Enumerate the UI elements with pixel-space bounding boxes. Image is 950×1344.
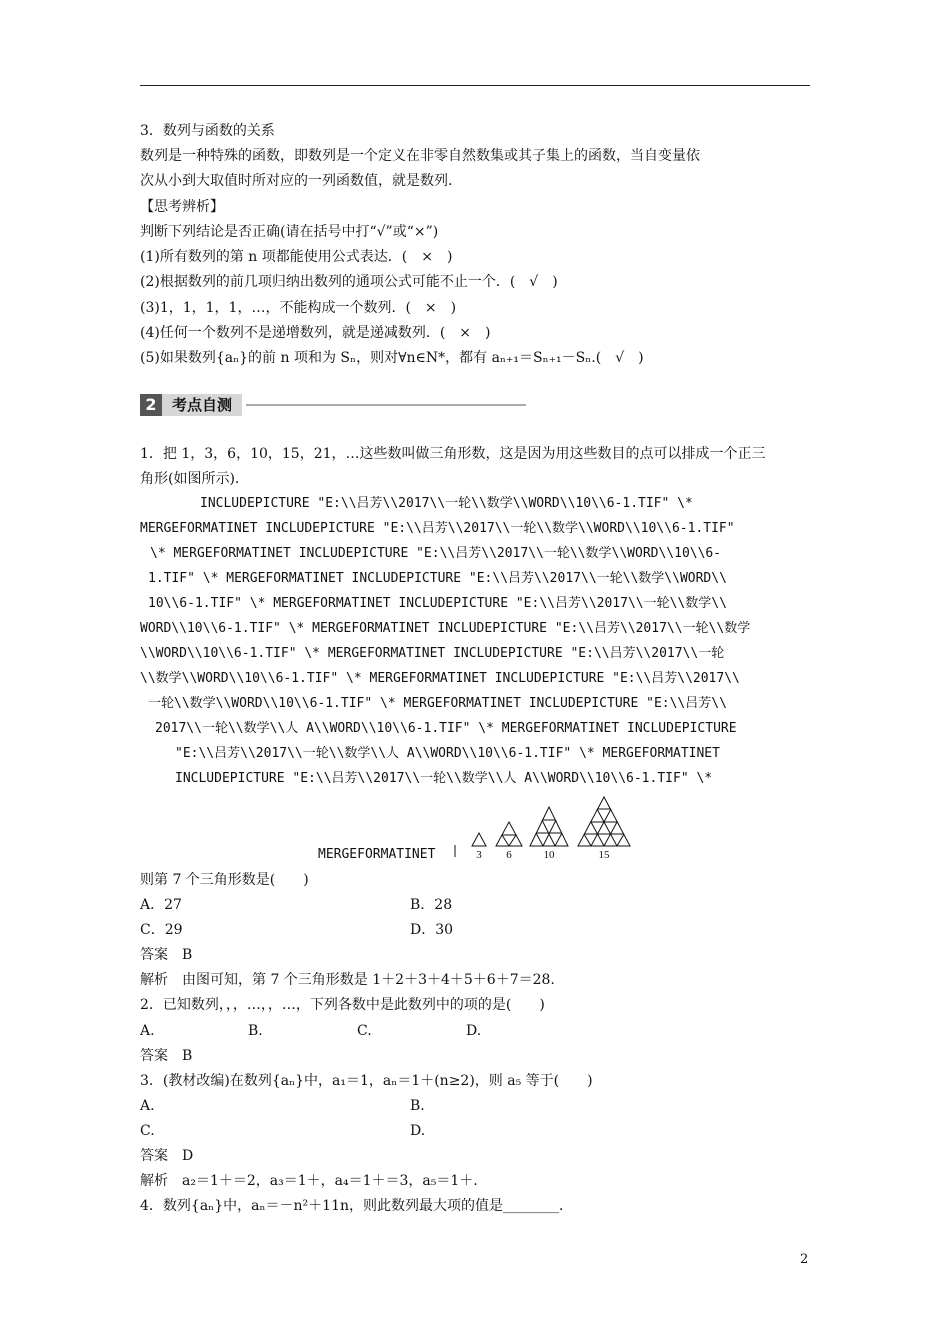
banner-rule (246, 404, 526, 406)
field-code-line: INCLUDEPICTURE "E:\\吕芳\\2017\\一轮\\数学\\WORD\\10\\6-1.TIF" \* (200, 496, 693, 511)
option-b: B. (248, 1023, 263, 1039)
section-heading: 3．数列与函数的关系 (140, 123, 275, 139)
question-1-line: 角形(如图所示)． (140, 471, 249, 487)
section-banner (140, 394, 526, 416)
figure-label: 15 (598, 849, 610, 861)
header-rule (140, 85, 810, 86)
question-1-line: 1．把 1，3，6，10，15，21，…这些数叫做三角形数，这是因为用这些数目的点可以排成一个正三 (140, 446, 766, 462)
field-code-line: MERGEFORMATINET INCLUDEPICTURE "E:\\吕芳\\2017\\一轮\\数学\\WORD\\10\\6-1.TIF" (140, 521, 735, 536)
thinking-intro: 判断下列结论是否正确(请在括号中打“√”或“×”) (140, 224, 439, 240)
question-4-stem: 4．数列{aₙ}中，aₙ＝－n²＋11n，则此数列最大项的值是________． (140, 1198, 573, 1214)
thinking-item: (3)1，1，1，1，…，不能构成一个数列．( × ) (140, 300, 457, 316)
question-3-stem: 3．(教材改编)在数列{aₙ}中，a₁＝1，aₙ＝1＋(n≥2)，则 a₅ 等于( ) (140, 1073, 593, 1089)
figure-label: 10 (543, 849, 555, 861)
analysis-line: 解析 由图可知，第 7 个三角形数是 1＋2＋3＋4＋5＋6＋7＝28. (140, 972, 555, 988)
thinking-item: (4)任何一个数列不是递增数列，就是递减数列．( × ) (140, 325, 491, 341)
answer-line: 答案 D (140, 1148, 194, 1164)
analysis-line: 解析 a₂＝1＋＝2，a₃＝1＋，a₄＝1＋＝3，a₅＝1＋. (140, 1173, 478, 1189)
section-title: 考点自测 (162, 394, 242, 416)
section-number: 2 (140, 394, 162, 416)
answer-line: 答案 B (140, 947, 193, 963)
option-c: C. (357, 1023, 372, 1039)
field-code-line: 2017\\一轮\\数学\\人 A\\WORD\\10\\6-1.TIF" \* MERGEFORMATINET INCLUDEPICTURE (155, 721, 737, 736)
option-a: A. (140, 1023, 155, 1039)
thinking-item: (1)所有数列的第 n 项都能使用公式表达．( × ) (140, 249, 453, 265)
option-a: A. (140, 1098, 155, 1114)
option-b: B．28 (410, 897, 453, 913)
field-code-line: 1.TIF" \* MERGEFORMATINET INCLUDEPICTURE "E:\\吕芳\\2017\\一轮\\数学\\WORD\\ (148, 571, 727, 586)
field-code-line: INCLUDEPICTURE "E:\\吕芳\\2017\\一轮\\数学\\人 A\\WORD\\10\\6-1.TIF" \* (175, 771, 713, 786)
question-2-stem: 2．已知数列，，，…，，…，下列各数中是此数列中的项的是( ) (140, 997, 545, 1013)
answer-line: 答案 B (140, 1048, 193, 1064)
field-code-line: \\WORD\\10\\6-1.TIF" \* MERGEFORMATINET INCLUDEPICTURE "E:\\吕芳\\2017\\一轮 (140, 646, 725, 661)
field-code-line: \\数学\\WORD\\10\\6-1.TIF" \* MERGEFORMATINET INCLUDEPICTURE "E:\\吕芳\\2017\\ (140, 671, 740, 686)
field-code-line: "E:\\吕芳\\2017\\一轮\\数学\\人 A\\WORD\\10\\6-1.TIF" \* MERGEFORMATINET (175, 746, 720, 761)
figure-label: 6 (506, 849, 512, 861)
option-c: C．29 (140, 922, 183, 938)
thinking-title: 【思考辨析】 (140, 199, 224, 215)
option-b: B. (410, 1098, 425, 1114)
thinking-item: (2)根据数列的前几项归纳出数列的通项公式可能不止一个．( √ ) (140, 274, 558, 290)
figure-label: 3 (476, 849, 482, 861)
option-d: D. (410, 1123, 426, 1139)
field-code-line: 10\\6-1.TIF" \* MERGEFORMATINET INCLUDEPICTURE "E:\\吕芳\\2017\\一轮\\数学\\ (148, 596, 727, 611)
paragraph-line: 数列是一种特殊的函数，即数列是一个定义在非零自然数集或其子集上的函数，当自变量依 (140, 148, 700, 164)
option-d: D. (466, 1023, 482, 1039)
field-code-tail: MERGEFORMATINET (318, 847, 436, 862)
paragraph-line: 次从小到大取值时所对应的一列函数值，就是数列． (140, 173, 462, 189)
field-code-line: WORD\\10\\6-1.TIF" \* MERGEFORMATINET INCLUDEPICTURE "E:\\吕芳\\2017\\一轮\\数学 (140, 621, 751, 636)
option-a: A．27 (140, 897, 182, 913)
page-number: 2 (800, 1252, 809, 1267)
triangle-numbers-figure (452, 795, 642, 863)
option-c: C. (140, 1123, 155, 1139)
field-code-line: \* MERGEFORMATINET INCLUDEPICTURE "E:\\吕芳\\2017\\一轮\\数学\\WORD\\10\\6- (150, 546, 722, 561)
field-code-line: 一轮\\数学\\WORD\\10\\6-1.TIF" \* MERGEFORMATINET INCLUDEPICTURE "E:\\吕芳\\ (148, 696, 727, 711)
question-1-prompt: 则第 7 个三角形数是( ) (140, 872, 309, 888)
option-d: D．30 (410, 922, 454, 938)
thinking-item: (5)如果数列{aₙ}的前 n 项和为 Sₙ，则对∀n∈N*，都有 aₙ₊₁＝Sₙ₊₁－Sₙ.( √ ) (140, 350, 644, 366)
